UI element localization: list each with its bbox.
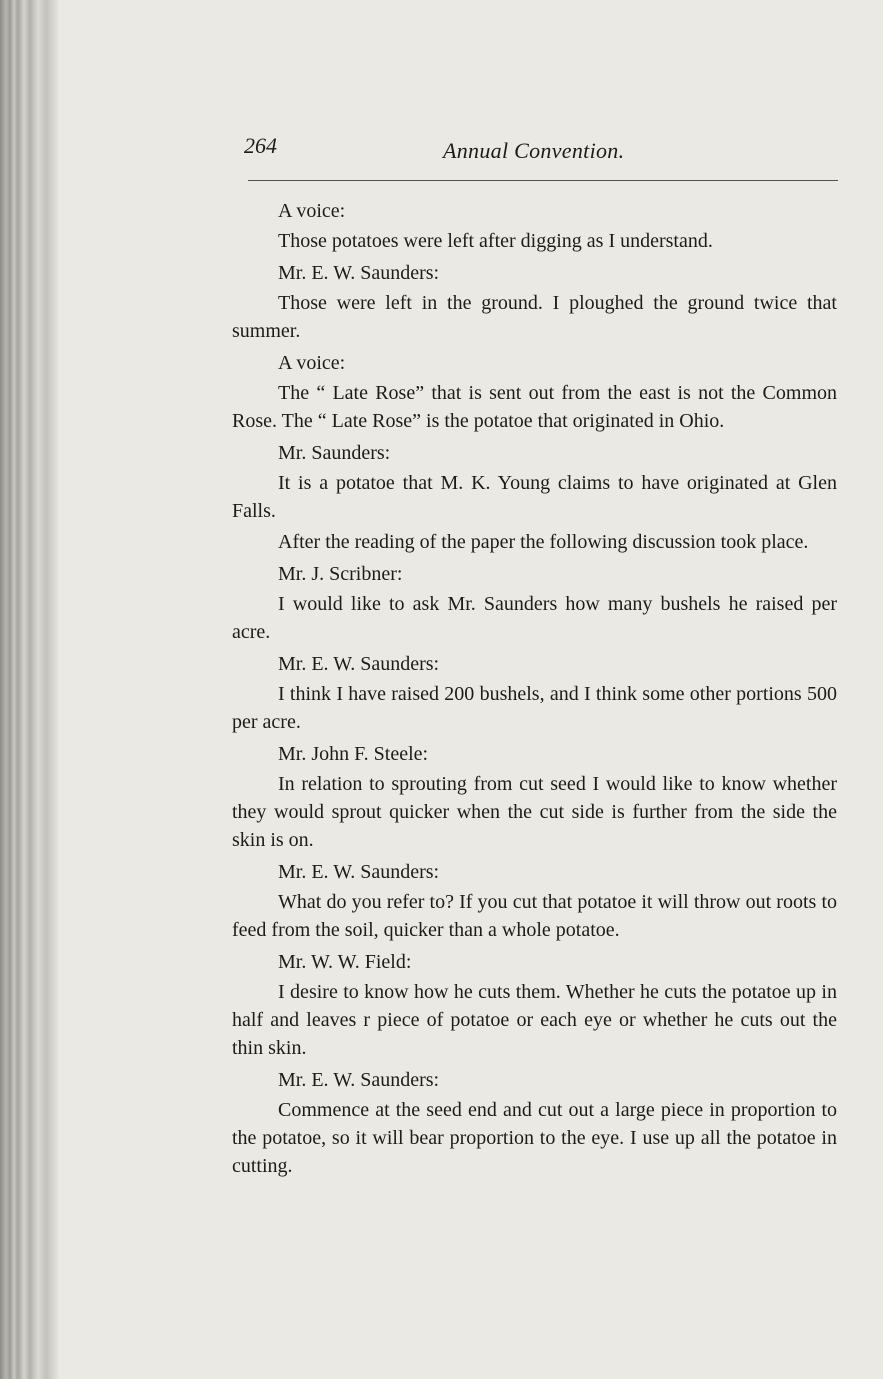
speaker-label: Mr. John F. Steele:: [278, 743, 429, 765]
running-title: Annual Convention.: [443, 138, 625, 163]
speaker-label: Mr. E. W. Saunders:: [278, 861, 440, 883]
remark-paragraph: It is a potatoe that M. K. Young claims to have originated at Glen Falls.: [232, 472, 837, 522]
speaker-label: Mr. J. Scribner:: [278, 563, 403, 585]
speaker-label: A voice:: [278, 352, 346, 374]
discussion-text: [232, 196, 837, 1183]
remark-paragraph: I think I have raised 200 bushels, and I think some other portions 500 per acre.: [232, 683, 837, 733]
speaker-label: Mr. W. W. Field:: [278, 951, 412, 973]
book-page-edge: [0, 0, 58, 1379]
speaker-label: Mr. Saunders:: [278, 442, 391, 464]
speaker-label: Mr. E. W. Saunders:: [278, 262, 440, 284]
speaker-label: Mr. E. W. Saunders:: [278, 653, 440, 675]
remark-paragraph: I would like to ask Mr. Saunders how many bushels he raised per acre.: [232, 593, 837, 643]
page-number: 264: [244, 133, 277, 158]
remark-paragraph: Commence at the seed end and cut out a large piece in proportion to the potatoe, so it will bear proportion to the eye. I use up all the potatoe in cutting.: [232, 1099, 837, 1177]
speaker-label: A voice:: [278, 200, 346, 222]
remark-paragraph: I desire to know how he cuts them. Whether he cuts the potatoe up in half and leaves r piece of potatoe or each eye or whether he cuts out the thin skin.: [232, 981, 837, 1059]
speaker-label: Mr. E. W. Saunders:: [278, 1069, 440, 1091]
remark-paragraph: What do you refer to? If you cut that potatoe it will throw out roots to feed from the soil, quicker than a whole potatoe.: [232, 891, 837, 941]
remark-paragraph: The “ Late Rose” that is sent out from the east is not the Common Rose. The “ Late Rose” is the potatoe that originated in Ohio.: [232, 382, 837, 432]
remark-paragraph: Those were left in the ground. I ploughed the ground twice that summer.: [232, 292, 837, 342]
narrative-paragraph: After the reading of the paper the following discussion took place.: [278, 531, 809, 553]
remark-paragraph: In relation to sprouting from cut seed I would like to know whether they would sprout quicker when the cut side is further from the side the skin is on.: [232, 773, 837, 851]
header-rule: [248, 180, 838, 181]
page-header: [0, 0, 883, 190]
remark-paragraph: Those potatoes were left after digging as I understand.: [278, 230, 713, 252]
